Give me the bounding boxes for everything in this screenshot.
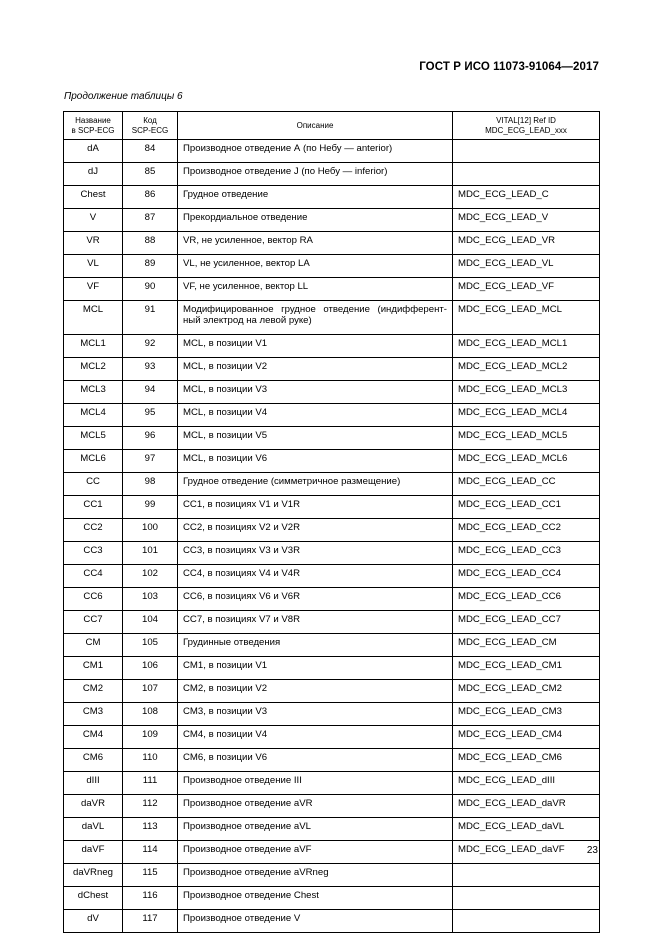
code-cell: 107: [123, 680, 178, 703]
lead-name-cell: V: [64, 209, 123, 232]
code-cell: 92: [123, 335, 178, 358]
code-cell: 94: [123, 381, 178, 404]
description-cell: MCL, в позиции V1: [178, 335, 453, 358]
description-cell: CC4, в позициях V4 и V4R: [178, 565, 453, 588]
code-cell: 108: [123, 703, 178, 726]
lead-name-cell: dChest: [64, 887, 123, 910]
ref-id-cell: MDC_ECG_LEAD_MCL: [453, 301, 600, 335]
lead-name-cell: CC2: [64, 519, 123, 542]
description-cell: Грудное отведение (симметричное размещение): [178, 473, 453, 496]
table-row: [64, 404, 600, 427]
table-row: [64, 542, 600, 565]
table-row: [64, 565, 600, 588]
table-row: [64, 496, 600, 519]
code-cell: 116: [123, 887, 178, 910]
description-cell: Грудинные отведения: [178, 634, 453, 657]
table-row: [64, 519, 600, 542]
lead-name-cell: VR: [64, 232, 123, 255]
description-cell: Производное отведение J (по Небу — inferior): [178, 163, 453, 186]
description-cell: Грудное отведение: [178, 186, 453, 209]
table-row: [64, 588, 600, 611]
table-row: [64, 749, 600, 772]
lead-name-cell: VF: [64, 278, 123, 301]
code-cell: 93: [123, 358, 178, 381]
table-row: [64, 611, 600, 634]
code-cell: 104: [123, 611, 178, 634]
description-cell: Производное отведение aVF: [178, 841, 453, 864]
lead-name-cell: daVRneg: [64, 864, 123, 887]
table-row: [64, 209, 600, 232]
lead-name-cell: CC7: [64, 611, 123, 634]
code-cell: 85: [123, 163, 178, 186]
table-row: [64, 278, 600, 301]
description-cell: CC6, в позициях V6 и V6R: [178, 588, 453, 611]
description-cell: CC3, в позициях V3 и V3R: [178, 542, 453, 565]
code-cell: 88: [123, 232, 178, 255]
lead-name-cell: MCL3: [64, 381, 123, 404]
table-row: [64, 358, 600, 381]
ref-id-cell: MDC_ECG_LEAD_CM2: [453, 680, 600, 703]
table-row: [64, 255, 600, 278]
code-cell: 95: [123, 404, 178, 427]
code-cell: 106: [123, 657, 178, 680]
lead-name-cell: dA: [64, 140, 123, 163]
code-cell: 91: [123, 301, 178, 335]
table-row: [64, 703, 600, 726]
lead-name-cell: CC6: [64, 588, 123, 611]
table-caption: Продолжение таблицы 6: [64, 91, 183, 102]
description-cell: MCL, в позиции V6: [178, 450, 453, 473]
table-body: [64, 140, 600, 933]
table-row: [64, 795, 600, 818]
code-cell: 109: [123, 726, 178, 749]
document-header: ГОСТ Р ИСО 11073-91064—2017: [419, 61, 599, 73]
description-cell: Производное отведение Chest: [178, 887, 453, 910]
ref-id-cell: MDC_ECG_LEAD_CM3: [453, 703, 600, 726]
table-row: [64, 818, 600, 841]
table-row: [64, 726, 600, 749]
code-cell: 99: [123, 496, 178, 519]
description-cell: Производное отведение aVL: [178, 818, 453, 841]
ref-id-cell: MDC_ECG_LEAD_CC1: [453, 496, 600, 519]
column-header-code: Код SCP-ECG: [123, 112, 178, 140]
lead-name-cell: MCL: [64, 301, 123, 335]
code-cell: 110: [123, 749, 178, 772]
table-row: [64, 232, 600, 255]
description-cell: CM2, в позиции V2: [178, 680, 453, 703]
lead-name-cell: daVL: [64, 818, 123, 841]
ref-id-cell: MDC_ECG_LEAD_CC6: [453, 588, 600, 611]
description-cell: Прекордиальное отведение: [178, 209, 453, 232]
lead-name-cell: MCL1: [64, 335, 123, 358]
code-cell: 112: [123, 795, 178, 818]
description-cell: CM6, в позиции V6: [178, 749, 453, 772]
description-cell: Модифицированное грудное отведение (индифферент-ный электрод на левой руке): [178, 301, 453, 335]
ref-id-cell: [453, 163, 600, 186]
lead-name-cell: dJ: [64, 163, 123, 186]
ref-id-cell: MDC_ECG_LEAD_CC7: [453, 611, 600, 634]
ref-id-cell: [453, 140, 600, 163]
description-cell: VR, не усиленное, вектор RA: [178, 232, 453, 255]
ref-id-cell: MDC_ECG_LEAD_daVL: [453, 818, 600, 841]
ref-id-cell: MDC_ECG_LEAD_MCL5: [453, 427, 600, 450]
table-row: [64, 680, 600, 703]
ref-id-cell: MDC_ECG_LEAD_MCL2: [453, 358, 600, 381]
description-cell: Производное отведение III: [178, 772, 453, 795]
table-row: [64, 887, 600, 910]
description-cell: CC2, в позициях V2 и V2R: [178, 519, 453, 542]
column-header-description: Описание: [178, 112, 453, 140]
page-number: 23: [586, 845, 598, 856]
description-cell: Производное отведение V: [178, 910, 453, 933]
lead-name-cell: CC1: [64, 496, 123, 519]
table-row: [64, 381, 600, 404]
ref-id-cell: MDC_ECG_LEAD_MCL6: [453, 450, 600, 473]
table-row: [64, 140, 600, 163]
code-cell: 84: [123, 140, 178, 163]
lead-name-cell: CM3: [64, 703, 123, 726]
lead-name-cell: CM1: [64, 657, 123, 680]
description-cell: MCL, в позиции V3: [178, 381, 453, 404]
table-row: [64, 427, 600, 450]
lead-name-cell: CM: [64, 634, 123, 657]
table-row: [64, 841, 600, 864]
ref-id-cell: MDC_ECG_LEAD_daVF: [453, 841, 600, 864]
ref-id-cell: MDC_ECG_LEAD_CM1: [453, 657, 600, 680]
lead-name-cell: daVR: [64, 795, 123, 818]
table-container: [63, 111, 599, 933]
ref-id-cell: [453, 910, 600, 933]
description-cell: CC1, в позициях V1 и V1R: [178, 496, 453, 519]
description-cell: MCL, в позиции V4: [178, 404, 453, 427]
lead-name-cell: CM4: [64, 726, 123, 749]
lead-name-cell: dV: [64, 910, 123, 933]
lead-name-cell: CC: [64, 473, 123, 496]
lead-name-cell: Chest: [64, 186, 123, 209]
lead-name-cell: daVF: [64, 841, 123, 864]
code-cell: 97: [123, 450, 178, 473]
ref-id-cell: [453, 887, 600, 910]
code-cell: 86: [123, 186, 178, 209]
lead-name-cell: VL: [64, 255, 123, 278]
table-row: [64, 910, 600, 933]
code-cell: 101: [123, 542, 178, 565]
code-cell: 114: [123, 841, 178, 864]
code-cell: 103: [123, 588, 178, 611]
ref-id-cell: MDC_ECG_LEAD_MCL1: [453, 335, 600, 358]
ref-id-cell: MDC_ECG_LEAD_MCL3: [453, 381, 600, 404]
table-row: [64, 473, 600, 496]
table-row: [64, 864, 600, 887]
ref-id-cell: MDC_ECG_LEAD_CC3: [453, 542, 600, 565]
ref-id-cell: [453, 864, 600, 887]
code-cell: 96: [123, 427, 178, 450]
table-row: [64, 772, 600, 795]
code-cell: 87: [123, 209, 178, 232]
ref-id-cell: MDC_ECG_LEAD_MCL4: [453, 404, 600, 427]
description-cell: CM4, в позиции V4: [178, 726, 453, 749]
description-cell: VL, не усиленное, вектор LA: [178, 255, 453, 278]
description-cell: MCL, в позиции V2: [178, 358, 453, 381]
leads-table: [63, 111, 600, 933]
table-row: [64, 335, 600, 358]
lead-name-cell: MCL2: [64, 358, 123, 381]
table-row: [64, 301, 600, 335]
code-cell: 105: [123, 634, 178, 657]
ref-id-cell: MDC_ECG_LEAD_VF: [453, 278, 600, 301]
table-row: [64, 163, 600, 186]
column-header-ref-id: VITAL[12] Ref ID MDC_ECG_LEAD_xxx: [453, 112, 600, 140]
description-cell: Производное отведение aVR: [178, 795, 453, 818]
description-cell: CM3, в позиции V3: [178, 703, 453, 726]
ref-id-cell: MDC_ECG_LEAD_VR: [453, 232, 600, 255]
lead-name-cell: MCL5: [64, 427, 123, 450]
ref-id-cell: MDC_ECG_LEAD_CC2: [453, 519, 600, 542]
table-row: [64, 450, 600, 473]
description-cell: Производное отведение А (по Небу — anterior): [178, 140, 453, 163]
table-row: [64, 657, 600, 680]
code-cell: 102: [123, 565, 178, 588]
table-row: [64, 634, 600, 657]
ref-id-cell: MDC_ECG_LEAD_CC: [453, 473, 600, 496]
column-header-name: Название в SCP-ECG: [64, 112, 123, 140]
ref-id-cell: MDC_ECG_LEAD_V: [453, 209, 600, 232]
code-cell: 98: [123, 473, 178, 496]
lead-name-cell: CM6: [64, 749, 123, 772]
lead-name-cell: CC4: [64, 565, 123, 588]
ref-id-cell: MDC_ECG_LEAD_dIII: [453, 772, 600, 795]
ref-id-cell: MDC_ECG_LEAD_CM4: [453, 726, 600, 749]
code-cell: 90: [123, 278, 178, 301]
code-cell: 111: [123, 772, 178, 795]
description-cell: VF, не усиленное, вектор LL: [178, 278, 453, 301]
code-cell: 117: [123, 910, 178, 933]
table-row: [64, 186, 600, 209]
ref-id-cell: MDC_ECG_LEAD_C: [453, 186, 600, 209]
code-cell: 100: [123, 519, 178, 542]
description-cell: Производное отведение aVRneg: [178, 864, 453, 887]
ref-id-cell: MDC_ECG_LEAD_CM: [453, 634, 600, 657]
ref-id-cell: MDC_ECG_LEAD_CM6: [453, 749, 600, 772]
code-cell: 89: [123, 255, 178, 278]
description-cell: MCL, в позиции V5: [178, 427, 453, 450]
description-cell: CM1, в позиции V1: [178, 657, 453, 680]
ref-id-cell: MDC_ECG_LEAD_daVR: [453, 795, 600, 818]
lead-name-cell: MCL6: [64, 450, 123, 473]
ref-id-cell: MDC_ECG_LEAD_CC4: [453, 565, 600, 588]
code-cell: 115: [123, 864, 178, 887]
lead-name-cell: CM2: [64, 680, 123, 703]
table-header-row: [64, 112, 600, 140]
ref-id-cell: MDC_ECG_LEAD_VL: [453, 255, 600, 278]
lead-name-cell: dIII: [64, 772, 123, 795]
lead-name-cell: CC3: [64, 542, 123, 565]
lead-name-cell: MCL4: [64, 404, 123, 427]
description-cell: CC7, в позициях V7 и V8R: [178, 611, 453, 634]
code-cell: 113: [123, 818, 178, 841]
